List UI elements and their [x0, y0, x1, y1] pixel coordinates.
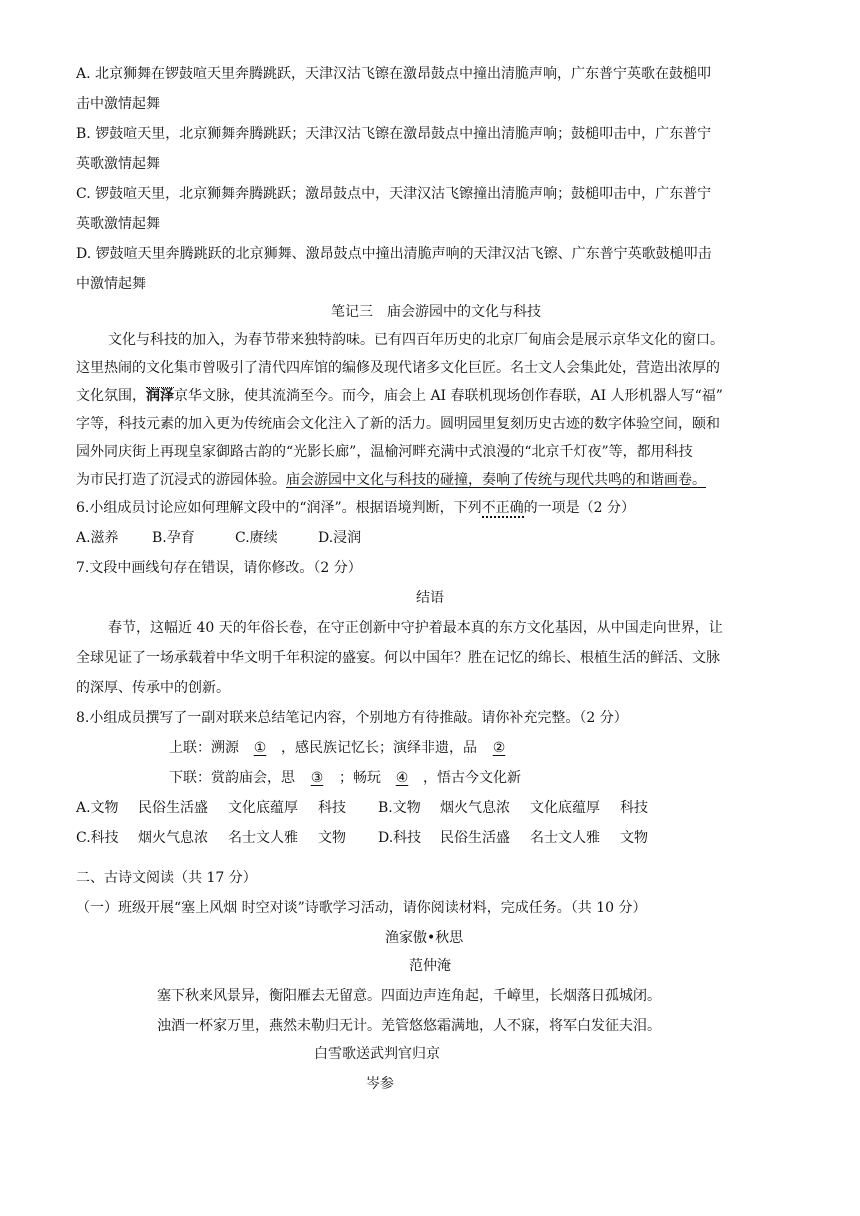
q7-stem: 7.文段中画线句存在错误，请你修改。（2 分） [76, 560, 362, 576]
q8-option-d-item: 民俗生活盛 [440, 830, 510, 846]
q8-option-d-item: 文物 [620, 830, 648, 846]
note3-para-line4: 字等，科技元素的加入更为传统庙会文化注入了新的活力。圆明园里复刻历史古迹的数字体验空间，颐和 [76, 416, 720, 432]
note3-text: 为市民打造了沉浸式的游园体验。 [76, 472, 286, 488]
q8-options-row2 [76, 827, 648, 849]
couplet-text: 上联：溯源 [169, 740, 239, 756]
q6-stem [76, 497, 635, 519]
q5-option-a-line2: 击中激情起舞 [76, 96, 160, 112]
q8-option-c: C.科技 [76, 830, 119, 846]
q6-text: 的一项是（2 分） [523, 500, 636, 516]
blank-3: ③ [310, 770, 324, 786]
q6-text: 6.小组成员讨论应如何理解文段中的“润泽”。根据语境判断，下列 [76, 500, 482, 516]
section2-title: 二、古诗文阅读（共 17 分） [76, 870, 257, 886]
poem1-author: 范仲淹 [409, 958, 451, 974]
q6-option-d: D.浸润 [318, 530, 362, 546]
q6-option-c: C.赓续 [235, 530, 278, 546]
note3-title: 笔记三 庙会游园中的文化与科技 [331, 304, 541, 320]
q8-option-d-item: 名士文人雅 [530, 830, 600, 846]
q8-option-b-item: 烟火气息浓 [440, 800, 510, 816]
q6-option-b: B.孕育 [152, 530, 195, 546]
section2-subsection1: （一）班级开展“塞上风烟 时空对谈”诗歌学习活动，请你阅读材料，完成任务。（共 10 分） [76, 900, 647, 916]
couplet-upper [169, 737, 521, 759]
conclusion-title: 结语 [416, 590, 444, 606]
q5-option-c-line1: C. 锣鼓喧天里，北京狮舞奔腾跳跃；激昂鼓点中，天津汉沽飞镲撞出清脆声响；鼓槌叩击中，广东普宁 [76, 186, 712, 202]
couplet-lower [169, 767, 521, 789]
q5-option-b-line2: 英歌激情起舞 [76, 156, 160, 172]
q8-stem: 8.小组成员撰写了一副对联来总结笔记内容，个别地方有待推敲。请你补充完整。（2 分） [76, 710, 628, 726]
couplet-text: ，感民族记忆长；演绎非遗，品 [281, 740, 477, 756]
q8-option-b-item: 文化底蕴厚 [530, 800, 600, 816]
q8-option-a: A.文物 [76, 800, 119, 816]
q8-option-c-item: 烟火气息浓 [138, 830, 208, 846]
q8-option-a-item: 科技 [318, 800, 346, 816]
conclusion-line1: 春节，这幅近 40 天的年俗长卷，在守正创新中守护着最本真的东方文化基因，从中国走向世界，让 [108, 620, 723, 636]
note3-para-line1: 文化与科技的加入，为春节带来独特韵味。已有四百年历史的北京厂甸庙会是展示京华文化的窗口。 [108, 332, 724, 348]
q8-option-a-item: 民俗生活盛 [138, 800, 208, 816]
q8-option-b: B.文物 [378, 800, 421, 816]
poem1-line1: 塞下秋来风景异，衡阳雁去无留意。四面边声连角起，千嶂里，长烟落日孤城闭。 [157, 988, 661, 1004]
note3-para-line3 [76, 385, 723, 407]
poem2-author: 岑参 [366, 1076, 394, 1092]
poem1-title: 渔家傲•秋思 [385, 930, 464, 946]
q5-option-a-line1: A. 北京狮舞在锣鼓喧天里奔腾跳跃，天津汉沽飞镲在激昂鼓点中撞出清脆声响，广东普宁英歌在鼓槌叩 [76, 66, 712, 82]
note3-text: 文化氛围， [76, 388, 146, 404]
note3-para-line2: 这里热闹的文化集市曾吸引了清代四库馆的编修及现代诸多文化巨匠。名士文人会集此处，营造出浓厚的 [76, 360, 720, 376]
poem1-line2: 浊酒一杯家万里，燕然未勒归无计。羌管悠悠霜满地，人不寐，将军白发征夫泪。 [157, 1018, 661, 1034]
q5-option-b-line1: B. 锣鼓喧天里，北京狮舞奔腾跳跃；天津汉沽飞镲在激昂鼓点中撞出清脆声响；鼓槌叩击中，广东普宁 [76, 126, 712, 142]
q8-option-c-item: 名士文人雅 [228, 830, 298, 846]
note3-para-line6 [76, 469, 706, 491]
q6-option-a: A.滋养 [76, 530, 119, 546]
couplet-text: ，悟古今文化新 [423, 770, 521, 786]
blank-1: ① [253, 740, 267, 756]
q8-option-b-item: 科技 [620, 800, 648, 816]
poem2-title: 白雪歌送武判官归京 [314, 1046, 440, 1062]
q8-option-d: D.科技 [378, 830, 422, 846]
note3-text: 京华文脉，使其流淌至今。而今，庙会上 AI 春联机现场创作春联，AI 人形机器人写“福” [174, 388, 723, 404]
q8-option-a-item: 文化底蕴厚 [228, 800, 298, 816]
couplet-text: 下联：赏韵庙会，思 [169, 770, 295, 786]
highlight-word-runze: 润泽 [146, 388, 174, 404]
q6-emphasis: 不正确 [481, 500, 524, 516]
blank-2: ② [492, 740, 506, 756]
conclusion-line2: 全球见证了一场承载着中华文明千年积淀的盛宴。何以中国年？胜在记忆的绵长、根植生活的鲜活、文脉 [76, 650, 720, 666]
q5-option-d-line2: 中激情起舞 [76, 276, 146, 292]
q6-options [76, 527, 361, 549]
q8-options-row1 [76, 797, 648, 819]
blank-4: ④ [395, 770, 409, 786]
q5-option-c-line2: 英歌激情起舞 [76, 216, 160, 232]
couplet-text: ；畅玩 [339, 770, 381, 786]
note3-para-line5: 园外同庆街上再现皇家御路古韵的“光影长廊”，温榆河畔充满中式浪漫的“北京千灯夜”等，都用科技 [76, 444, 693, 460]
underlined-sentence: 庙会游园中文化与科技的碰撞，奏响了传统与现代共鸣的和谐画卷。 [286, 472, 706, 488]
conclusion-line3: 的深厚、传承中的创新。 [76, 680, 230, 696]
q8-option-c-item: 文物 [318, 830, 346, 846]
q5-option-d-line1: D. 锣鼓喧天里奔腾跳跃的北京狮舞、激昂鼓点中撞出清脆声响的天津汉沽飞镲、广东普宁英歌鼓槌叩击 [76, 246, 712, 262]
